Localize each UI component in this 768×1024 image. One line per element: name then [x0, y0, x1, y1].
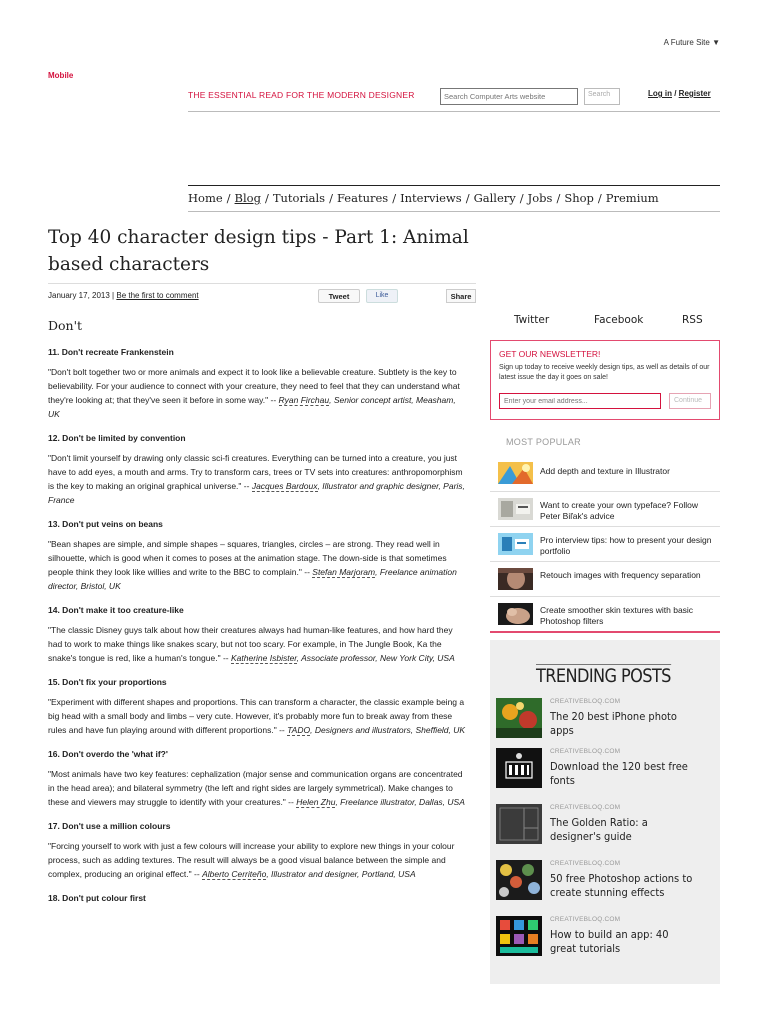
author-link[interactable]: Alberto Cerriteño	[202, 869, 267, 879]
tip-item	[48, 433, 466, 507]
tip-item	[48, 347, 466, 421]
header-divider	[188, 111, 720, 112]
trending-item[interactable]	[496, 748, 714, 796]
article-meta: January 17, 2013 | Be the first to comment	[48, 291, 199, 300]
comment-link[interactable]: Be the first to comment	[116, 291, 199, 300]
list-item[interactable]	[490, 561, 720, 596]
list-item-title: Create smoother skin textures with basic Photoshop filters	[540, 605, 694, 626]
author-link[interactable]: Katherine Isbister	[230, 653, 297, 663]
auth-links: Log in / Register	[648, 89, 711, 98]
nav-features[interactable]: Features	[336, 191, 389, 205]
trending-title: The Golden Ratio: a designer's guide	[550, 816, 648, 843]
list-item-title: Want to create your own typeface? Follow Peter Biľak's advice	[540, 500, 698, 521]
most-popular-list	[490, 456, 720, 633]
tweet-button[interactable]: Tweet	[318, 289, 360, 303]
thumbnail-image	[498, 603, 533, 625]
trending-panel	[490, 640, 720, 984]
main-nav: Home / Blog / Tutorials / Features / Interviews / Gallery / Jobs / Shop / Premium	[188, 191, 659, 205]
thumbnail-image	[496, 860, 542, 900]
trending-title: The 20 best iPhone photo apps	[550, 710, 677, 737]
trending-item[interactable]	[496, 804, 714, 852]
newsletter-text: Sign up today to receive weekly design tips, as well as details of our latest issue the day it goes on sale!	[499, 364, 710, 381]
meta-divider	[48, 283, 476, 284]
most-popular-heading: MOST POPULAR	[490, 432, 720, 452]
search-input[interactable]	[440, 88, 578, 105]
nav-bottom-divider	[188, 211, 720, 212]
nav-jobs[interactable]: Jobs	[527, 191, 553, 205]
list-item-title: Add depth and texture in Illustrator	[540, 466, 670, 476]
thumbnail-image	[498, 568, 533, 590]
facebook-link[interactable]: Facebook	[594, 314, 644, 326]
tip-item	[48, 519, 466, 593]
email-field[interactable]	[499, 393, 661, 409]
article-body	[48, 318, 466, 915]
nav-tutorials[interactable]: Tutorials	[272, 191, 326, 205]
tip-item	[48, 821, 466, 881]
rss-link[interactable]: RSS	[682, 314, 703, 326]
trending-item[interactable]	[496, 860, 714, 908]
list-item[interactable]	[490, 456, 720, 491]
trending-source: CREATIVEBLOQ.COM	[550, 804, 621, 811]
trending-title: Download the 120 best free fonts	[550, 760, 688, 787]
tip-text: "Most animals have two key features: cephalization (major sense and communication organs are concentrated in the head area); and bilateral symmetry (the left and right sides are largely symmetrical). Make changes to these and viewers may struggle to identify with your creatures." -- Helen Zhu, Freelance illustrator, Dallas, USA	[48, 769, 465, 807]
share-button[interactable]: Share	[446, 289, 476, 303]
thumbnail-image	[498, 533, 533, 555]
tip-heading: 13. Don't put veins on beans	[48, 519, 163, 529]
section-heading: Don't	[48, 318, 83, 333]
nav-top-divider	[188, 185, 720, 186]
thumbnail-image	[498, 498, 533, 520]
trending-source: CREATIVEBLOQ.COM	[550, 860, 621, 867]
nav-blog[interactable]: Blog	[234, 191, 261, 205]
list-item[interactable]	[490, 491, 720, 526]
newsletter-title: GET OUR NEWSLETTER!	[499, 349, 601, 359]
tip-heading: 15. Don't fix your proportions	[48, 677, 167, 687]
thumbnail-image	[496, 916, 542, 956]
network-menu[interactable]: A Future Site ▼	[663, 38, 720, 47]
trending-item[interactable]	[496, 698, 714, 746]
tip-heading: 14. Don't make it too creature-like	[48, 605, 184, 615]
twitter-link[interactable]: Twitter	[514, 314, 550, 326]
author-link[interactable]: TADO	[287, 725, 311, 735]
thumbnail-image	[496, 748, 542, 788]
page-title: Top 40 character design tips - Part 1: Animal based characters	[48, 227, 469, 275]
tip-text: "The classic Disney guys talk about how their creatures always had human-like features, and how hard they had to work to make things like snakes scary, but not too scary. For example, in The Jungle Book, Ka the snake's tongue is red, like a human's tongue." -- Katherine Isbister, Associate professor, New York City, USA	[48, 625, 455, 663]
tagline: THE ESSENTIAL READ FOR THE MODERN DESIGNER	[188, 90, 415, 100]
tip-item	[48, 605, 466, 665]
trending-heading: TRENDING POSTS	[536, 665, 671, 687]
mobile-link[interactable]: Mobile	[48, 71, 74, 80]
nav-home[interactable]: Home	[188, 191, 223, 205]
nav-interviews[interactable]: Interviews	[400, 191, 462, 205]
thumbnail-image	[496, 698, 542, 738]
author-link[interactable]: Stefan Marjoram	[312, 567, 376, 577]
like-button[interactable]: Like	[366, 289, 398, 303]
tip-heading: 16. Don't overdo the 'what if?'	[48, 749, 168, 759]
tip-text: "Forcing yourself to work with just a few colours will increase your ability to explore new things in your colour process, such as adding textures. The result will always be a good visual balance between the simple and complex, producing an original effect." -- Alberto Cerriteño, Illustrator and designer, Portland, USA	[48, 841, 455, 879]
search-button[interactable]: Search	[584, 88, 620, 105]
register-link[interactable]: Register	[678, 89, 711, 98]
tip-text: "Bean shapes are simple, and simple shapes – squares, triangles, circles – are strong. They read well in silhouette, which is good when it comes to poses at the animation stage. The down-side is that sometimes people think they look like willies and write to the BBC to complain." -- Stefan Marjoram, Freelance animation director, Bristol, UK	[48, 539, 457, 591]
nav-shop[interactable]: Shop	[564, 191, 594, 205]
list-item[interactable]	[490, 596, 720, 631]
author-link[interactable]: Jacques Bardoux	[251, 481, 318, 491]
tip-heading: 11. Don't recreate Frankenstein	[48, 347, 174, 357]
article-date: January 17, 2013	[48, 291, 110, 300]
tip-item	[48, 677, 466, 737]
thumbnail-image	[496, 804, 542, 844]
tip-text: "Experiment with different shapes and proportions. This can transform a character, the classic example being a big head with a small body and limbs – very cute. However, it's probably more fun to break away from these rules and have fun playing around with different proportions." -- TADO, Designers and illustrators, Sheffield, UK	[48, 697, 466, 735]
list-item-title: Pro interview tips: how to present your design portfolio	[540, 535, 712, 556]
trending-source: CREATIVEBLOQ.COM	[550, 748, 621, 755]
tip-heading: 18. Don't put colour first	[48, 893, 146, 903]
tip-heading: 12. Don't be limited by convention	[48, 433, 186, 443]
tip-heading: 17. Don't use a million colours	[48, 821, 171, 831]
continue-button[interactable]: Continue	[669, 393, 711, 409]
list-item-title: Retouch images with frequency separation	[540, 570, 701, 580]
newsletter-box	[490, 340, 720, 420]
trending-title: 50 free Photoshop actions to create stunning effects	[550, 872, 693, 899]
author-link[interactable]: Helen Zhu	[296, 797, 336, 807]
login-link[interactable]: Log in	[648, 89, 672, 98]
tip-item	[48, 749, 466, 809]
trending-item[interactable]	[496, 916, 714, 964]
tip-text: "Don't bolt together two or more animals and expect it to look like a believable creature. Subtlety is the key to believability. For your audience to connect with your creature, they need to feel that they can understand what they're looking at; that they've seen it before in some way." -- Ryan Firchau, Senior concept artist, Measham, UK	[48, 367, 460, 419]
author-link[interactable]: Ryan Firchau	[278, 395, 330, 405]
nav-gallery[interactable]: Gallery	[473, 191, 516, 205]
nav-premium[interactable]: Premium	[605, 191, 659, 205]
tip-item	[48, 893, 466, 903]
trending-source: CREATIVEBLOQ.COM	[550, 916, 621, 923]
trending-title: How to build an app: 40 great tutorials	[550, 928, 669, 955]
trending-source: CREATIVEBLOQ.COM	[550, 698, 621, 705]
thumbnail-image	[498, 462, 533, 484]
tip-text: "Don't limit yourself by drawing only classic sci-fi creatures. Everything can be turned into a creature, you just have to add eyes, a mouth and arms. Try to transform cars, trees or TV sets into creatures: anthropomorphism is the key to making an original graphical universe." -- Jacques Bardoux, Illustrator and graphic designer, Paris, France	[48, 453, 465, 505]
list-item[interactable]	[490, 526, 720, 561]
